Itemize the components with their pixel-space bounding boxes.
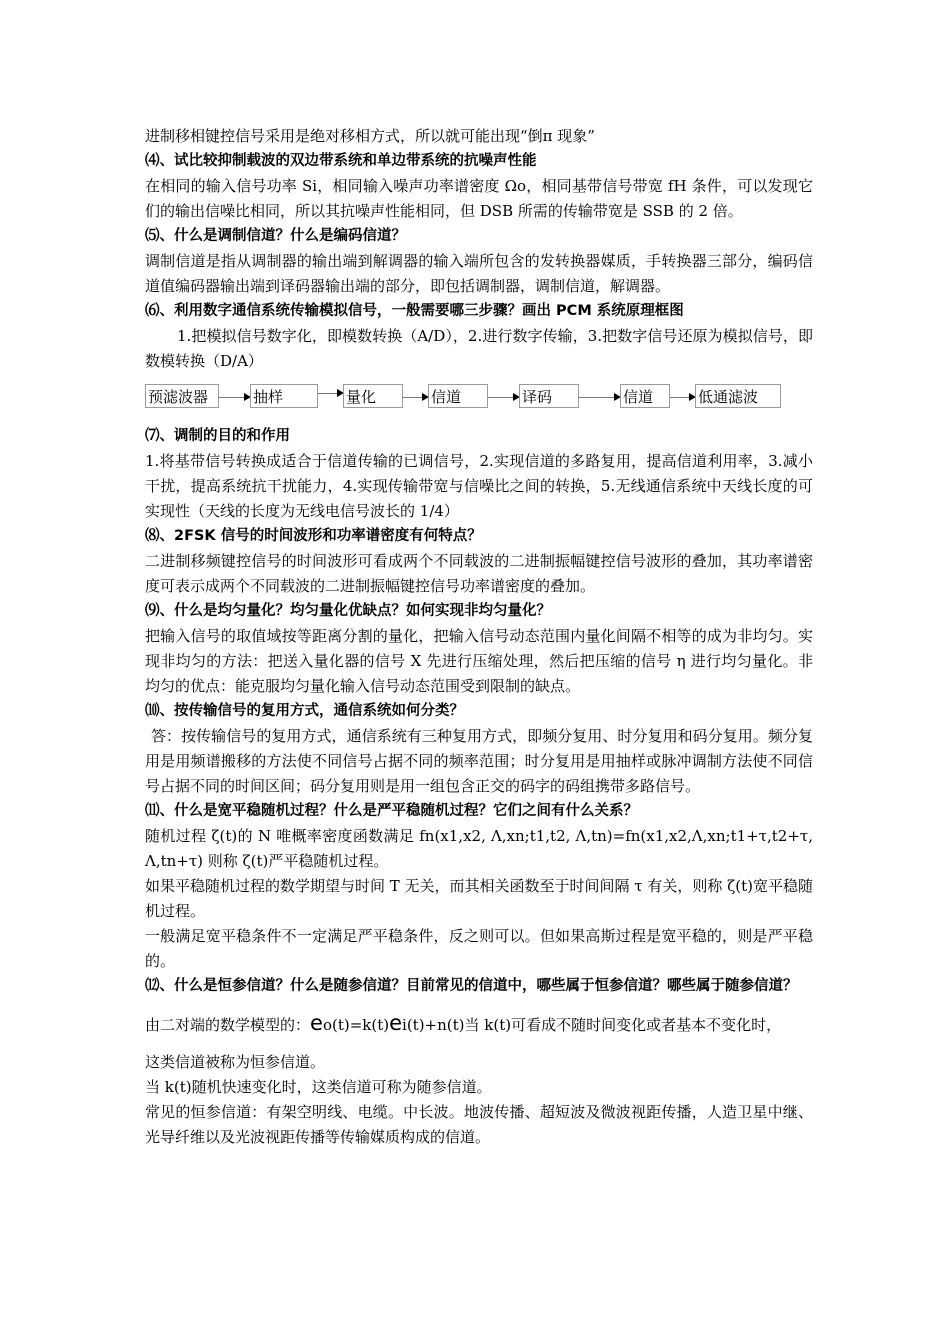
formula-prefix: 由二对端的数学模型的：: [145, 1016, 311, 1034]
answer-12-random: 当 k(t)随机快速变化时，这类信道可称为随参信道。: [145, 1078, 492, 1096]
block-quantize: 量化: [343, 384, 403, 408]
arrow-icon: [318, 393, 342, 394]
arrow-icon: [403, 397, 427, 398]
answer-12-constant: 这类信道被称为恒参信道。: [145, 1053, 326, 1071]
question-6-heading: ⑹、利用数字通信系统传输模拟信号，一般需要哪三步骤？画出 PCM 系统原理框图: [145, 303, 684, 319]
answer-11-wide: 如果平稳随机过程的数学期望与时间 T 无关，而其相关函数至于时间间隔 τ 有关，则称 ζ(t)宽平稳随机过程。: [145, 877, 814, 920]
answer-6: 1.把模拟信号数字化，即模数转换（A/D），2.进行数字传输，3.把数字信号还原为模拟信号，即数模转换（D/A）: [145, 327, 813, 370]
answer-4: 在相同的输入信号功率 Si，相同输入噪声功率谱密度 Ωo，相同基带信号带宽 fH 条件，可以发现它们的输出信噪比相同，所以其抗噪声性能相同，但 DSB 所需的传输带宽是 SSB 的 2 倍。: [145, 177, 813, 220]
question-11-heading: ⑾、什么是宽平稳随机过程？什么是严平稳随机过程？它们之间有什么关系？: [145, 803, 638, 819]
answer-9: 把输入信号的取值域按等距离分割的量化，把输入信号动态范围内量化间隔不相等的成为非均匀。实现非均匀的方法：把送入量化器的信号 X 先进行压缩处理，然后把压缩的信号 η 进行均匀量化。非均匀的优点：能克服均匀量化输入信号动态范围受到限制的缺点。: [145, 627, 813, 695]
arrow-icon: [219, 397, 249, 398]
block-lowpass: 低通滤波: [695, 384, 781, 408]
formula-e-symbol: e: [310, 1011, 323, 1035]
question-9-heading: ⑼、什么是均匀量化？均匀量化优缺点？如何实现非均匀量化？: [145, 603, 551, 619]
answer-11-strict: 随机过程 ζ(t)的 N 唯概率密度函数满足 fn(x1,x2, Λ,xn;t1,t2, Λ,tn)=fn(x1,x2,Λ,xn;t1+τ,t2+τ, Λ,tn+τ) 则称 ζ(t)严平稳随机过程。: [145, 827, 813, 870]
formula-e-symbol: e: [389, 1011, 403, 1035]
block-prefilter: 预滤波器: [145, 384, 219, 408]
block-sampling: 抽样: [250, 384, 318, 408]
answer-11-relation: 一般满足宽平稳条件不一定满足严平稳条件，反之则可以。但如果高斯过程是宽平稳的，则是严平稳的。: [145, 927, 813, 970]
channel-model-formula: [145, 1011, 813, 1038]
arrow-icon: [579, 397, 619, 398]
arrow-icon: [670, 397, 694, 398]
question-10-heading: ⑽、按传输信号的复用方式，通信系统如何分类？: [145, 703, 464, 719]
question-7-heading: ⑺、调制的目的和作用: [145, 428, 290, 444]
formula-middle: o(t)=k(t): [322, 1016, 390, 1034]
pcm-block-diagram: [145, 380, 813, 420]
answer-12-examples: 常见的恒参信道：有架空明线、电缆。中长波。地波传播、超短波及微波视距传播，人造卫星中继、光导纤维以及光波视距传播等传输媒质构成的信道。: [145, 1103, 813, 1146]
block-channel-2: 信道: [620, 384, 670, 408]
question-4-heading: ⑷、试比较抑制载波的双边带系统和单边带系统的抗噪声性能: [145, 153, 537, 169]
block-decode: 译码: [519, 384, 579, 408]
question-5-heading: ⑸、什么是调制信道？什么是编码信道？: [145, 228, 406, 244]
document-page: [145, 124, 813, 1150]
paragraph: 进制移相键控信号采用是绝对移相方式，所以就可能出现“倒π 现象”: [145, 127, 595, 145]
question-12-heading: ⑿、什么是恒参信道？什么是随参信道？目前常见的信道中，哪些属于恒参信道？哪些属于随参信道？: [145, 978, 798, 994]
arrow-icon: [488, 397, 518, 398]
answer-7: 1.将基带信号转换成适合于信道传输的已调信号，2.实现信道的多路复用，提高信道利用率，3.减小干扰，提高系统抗干扰能力，4.实现传输带宽与信噪比之间的转换，5.无线通信系统中天线长度的可实现性（天线的长度为无线电信号波长的 1/4）: [145, 452, 813, 520]
answer-8: 二进制移频键控信号的时间波形可看成两个不同载波的二进制振幅键控信号波形的叠加，其功率谱密度可表示成两个不同载波的二进制振幅键控信号功率谱密度的叠加。: [145, 552, 813, 595]
block-channel: 信道: [428, 384, 488, 408]
question-8-heading: ⑻、2FSK 信号的时间波形和功率谱密度有何特点？: [145, 528, 482, 544]
formula-suffix: i(t)+n(t)当 k(t)可看成不随时间变化或者基本不变化时，: [402, 1016, 782, 1034]
answer-10: 答：按传输信号的复用方式，通信系统有三种复用方式，即频分复用、时分复用和码分复用。频分复用是用频谱搬移的方法使不同信号占据不同的频率范围；时分复用是用抽样或脉冲调制方法使不同信号占据不同的时间区间；码分复用则是用一组包含正交的码字的码组携带多路信号。: [145, 727, 813, 795]
answer-5: 调制信道是指从调制器的输出端到解调器的输入端所包含的发转换器媒质，手转换器三部分，编码信道值编码器输出端到译码器输出端的部分，即包括调制器，调制信道，解调器。: [145, 252, 813, 295]
